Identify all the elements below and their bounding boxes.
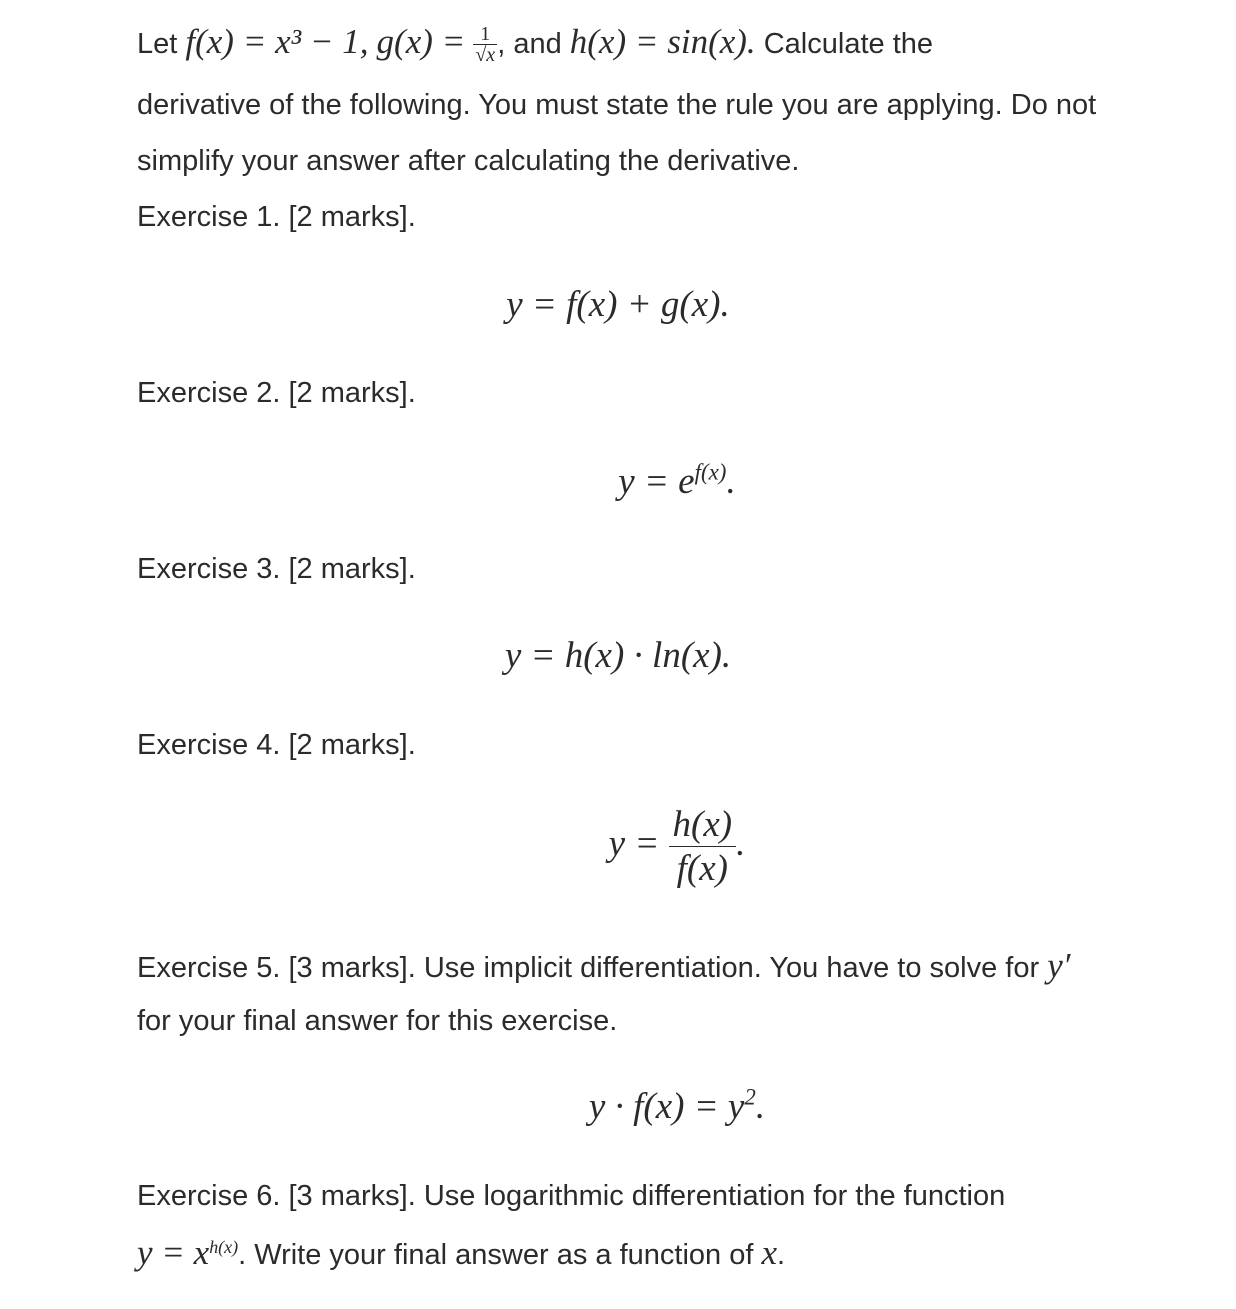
exercise-4-fraction xyxy=(669,803,737,890)
exercise-6-line-2 xyxy=(137,1224,1228,1284)
exercise-2-base: y = e xyxy=(618,461,695,502)
exercise-3-equation: y = h(x) · ln(x). xyxy=(504,635,732,676)
exercise-5-base: y · f(x) = y xyxy=(588,1086,745,1127)
exercise-4-end: . xyxy=(736,822,746,864)
exercise-2-exponent: f(x) xyxy=(694,459,727,485)
exercise-5-label xyxy=(137,937,1228,997)
exercise-6-math: y = x xyxy=(137,1233,210,1272)
intro-and: and xyxy=(513,28,562,60)
exercise-6-exponent: h(x) xyxy=(209,1237,239,1258)
intro-line-3: simplify your answer after calculating the derivative. xyxy=(137,145,800,177)
intro-let: Let xyxy=(137,28,178,60)
intro-line-1 xyxy=(137,13,1228,73)
exercise-1-label: Exercise 1. [2 marks]. xyxy=(137,201,416,233)
g-definition: g(x) = xyxy=(376,22,466,61)
exercise-2-end: . xyxy=(726,461,736,502)
exercise-5-text: Exercise 5. [3 marks]. Use implicit differentiation. You have to solve for xyxy=(137,952,1040,984)
exercise-4-numerator: h(x) xyxy=(672,804,733,845)
exercise-5-exponent: 2 xyxy=(744,1084,756,1110)
g-fraction-numerator: 1 xyxy=(480,23,491,45)
exercise-4-label: Exercise 4. [2 marks]. xyxy=(137,729,416,761)
intro-calculate: Calculate the xyxy=(763,28,934,60)
intro-comma: , xyxy=(497,28,506,60)
exercise-6-end: . xyxy=(777,1239,786,1271)
exercise-2-label: Exercise 2. [2 marks]. xyxy=(137,377,416,409)
exercise-5-variable: y′ xyxy=(1047,946,1071,985)
exercise-3-label: Exercise 3. [2 marks]. xyxy=(137,553,416,585)
exercise-1-equation: y = f(x) + g(x). xyxy=(506,284,730,325)
exercise-2-equation xyxy=(0,460,1236,503)
exercise-5-end: . xyxy=(755,1086,766,1127)
exercise-6-variable: x xyxy=(761,1233,777,1272)
f-definition: f(x) = x³ − 1, xyxy=(185,22,369,61)
g-fraction-denominator: √x xyxy=(475,44,496,66)
exercise-4-equation xyxy=(0,803,1236,890)
g-fraction xyxy=(473,24,497,65)
exercise-6-label: Exercise 6. [3 marks]. Use logarithmic differentiation for the function xyxy=(137,1180,1006,1212)
exercise-6-text: . Write your final answer as a function of xyxy=(238,1239,754,1271)
exercise-4-denominator: f(x) xyxy=(669,846,737,890)
exercise-5-equation xyxy=(0,1085,1236,1128)
exercise-5-label-line-2: for your final answer for this exercise. xyxy=(137,1005,618,1037)
intro-line-2: derivative of the following. You must state the rule you are applying. Do not xyxy=(137,89,1097,121)
exercise-4-lhs: y = xyxy=(608,822,660,864)
h-definition: h(x) = sin(x). xyxy=(569,22,756,61)
